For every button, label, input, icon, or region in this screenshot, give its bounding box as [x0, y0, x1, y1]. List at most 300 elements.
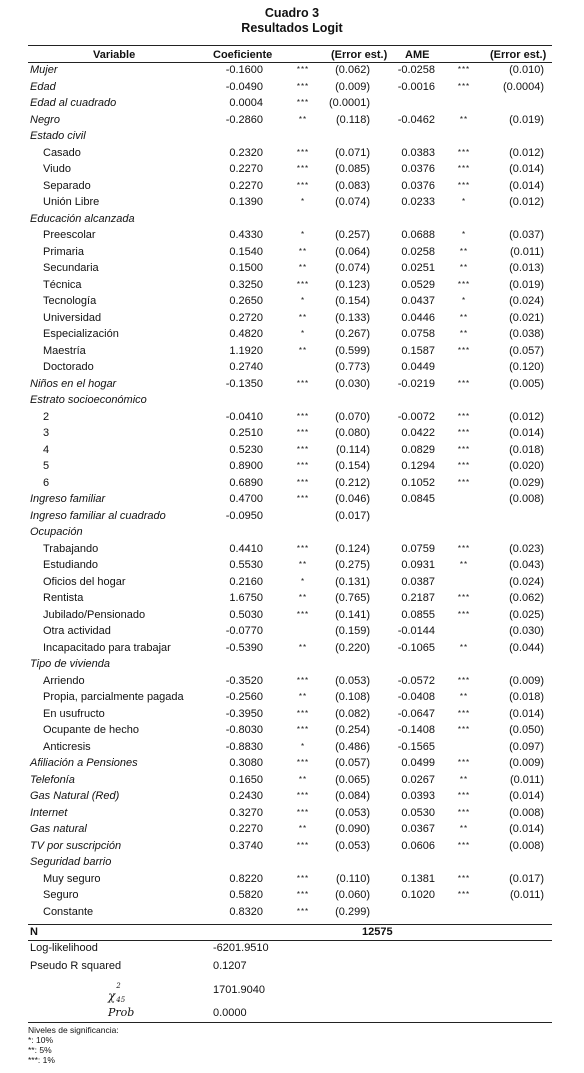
coefficient-cell: 0.4820 [229, 328, 263, 340]
std-error-2-cell: (0.025) [509, 608, 544, 621]
significance-2-cell: *** [457, 378, 471, 388]
std-error-2-cell: (0.008) [509, 806, 544, 819]
loglik-label: Log-likelihood [30, 942, 98, 954]
coefficient-cell: 0.5820 [229, 889, 263, 901]
significance-2-cell: ** [459, 692, 469, 701]
ame-cell: -0.0016 [397, 80, 435, 93]
variable-name: Seguro [43, 889, 79, 901]
table-row [0, 161, 584, 178]
ame-cell: 0.0606 [401, 839, 435, 852]
significance-2-cell: *** [457, 345, 471, 355]
std-error-1-cell: (0.124) [335, 542, 370, 555]
coefficient-cell: 0.1500 [229, 262, 263, 274]
std-error-2-cell: (0.023) [509, 542, 544, 555]
chi-letter: χ [108, 989, 116, 1003]
std-error-1-cell: (0.275) [335, 559, 370, 571]
std-error-1-cell: (0.064) [335, 245, 370, 258]
coefficient-cell: -0.0410 [225, 410, 263, 423]
table-row [0, 442, 584, 459]
significance-2-cell: *** [457, 807, 471, 817]
coefficient-cell: 0.4330 [229, 229, 263, 241]
significance-1-cell: *** [296, 147, 310, 157]
std-error-1-cell: (0.114) [335, 443, 370, 456]
ame-cell: -0.1408 [397, 724, 435, 736]
ame-cell: 0.0829 [401, 443, 435, 456]
significance-2-cell: *** [457, 609, 471, 619]
coefficient-cell: 1.6750 [229, 592, 263, 604]
variable-name: Tipo de vivienda [30, 658, 111, 670]
significance-1-cell: *** [296, 791, 310, 800]
std-error-1-cell: (0.053) [335, 839, 370, 852]
ame-cell: 0.0758 [401, 328, 435, 340]
coefficient-cell: -0.0770 [225, 625, 263, 637]
variable-name: Estado civil [30, 130, 86, 142]
ame-cell: -0.0462 [397, 113, 435, 126]
ame-cell: 0.1052 [401, 476, 435, 489]
std-error-2-cell: (0.038) [509, 328, 544, 340]
table-row [0, 95, 584, 112]
header-error-1: (Error est.) [331, 49, 388, 61]
std-error-2-cell: (0.062) [509, 592, 544, 604]
significance-1-cell: ** [298, 774, 308, 784]
table-row [0, 491, 584, 508]
std-error-1-cell: (0.046) [335, 493, 370, 505]
significance-2-cell: *** [457, 543, 471, 553]
significance-1-cell: * [300, 197, 306, 206]
std-error-2-cell: (0.008) [509, 493, 544, 505]
table-row [0, 904, 584, 921]
std-error-2-cell: (0.014) [509, 790, 544, 802]
ame-cell: -0.0144 [397, 625, 435, 637]
significance-2-cell: *** [457, 164, 471, 173]
table-row [0, 673, 584, 690]
std-error-1-cell: (0.267) [335, 328, 370, 340]
table-row [0, 854, 584, 871]
table-row [0, 755, 584, 772]
significance-2-cell: ** [459, 560, 469, 569]
std-error-2-cell: (0.097) [509, 740, 544, 753]
coefficient-cell: 0.2740 [229, 361, 263, 373]
ame-cell: 0.0393 [401, 790, 435, 802]
table-row [0, 310, 584, 327]
notes-line-1: *: 10% [28, 1035, 54, 1045]
notes-line-3: ***: 1% [28, 1055, 55, 1065]
std-error-2-cell: (0.037) [509, 229, 544, 241]
n-label: N [30, 926, 38, 938]
std-error-1-cell: (0.131) [335, 575, 370, 588]
table-row [0, 508, 584, 525]
std-error-1-cell: (0.074) [335, 262, 370, 274]
std-error-1-cell: (0.062) [335, 64, 370, 76]
coefficient-cell: 0.2430 [229, 790, 263, 802]
table-row [0, 475, 584, 492]
variable-name: Niños en el hogar [30, 377, 117, 390]
significance-2-cell: *** [457, 791, 471, 800]
variable-name: Universidad [43, 311, 102, 324]
table-row [0, 178, 584, 195]
std-error-1-cell: (0.0001) [329, 97, 370, 109]
std-error-1-cell: (0.053) [335, 806, 370, 819]
significance-2-cell: * [461, 197, 467, 206]
coefficient-cell: 0.1540 [229, 245, 263, 258]
variable-name: Doctorado [43, 361, 94, 373]
significance-1-cell: ** [298, 246, 308, 256]
variable-name: Tecnología [43, 295, 97, 307]
variable-name: Especialización [43, 328, 119, 340]
std-error-2-cell: (0.012) [509, 146, 544, 159]
table-row [0, 607, 584, 624]
std-error-1-cell: (0.080) [335, 427, 370, 439]
std-error-2-cell: (0.017) [509, 872, 544, 885]
variable-name: Primaria [43, 245, 84, 258]
std-error-2-cell: (0.013) [509, 262, 544, 274]
coefficient-cell: -0.0950 [225, 509, 263, 522]
r2-label: Pseudo R squared [30, 960, 122, 972]
coefficient-cell: 0.2270 [229, 823, 263, 835]
std-error-2-cell: (0.012) [509, 410, 544, 423]
variable-name: Edad [30, 80, 56, 93]
std-error-2-cell: (0.011) [509, 773, 544, 786]
coefficient-cell: -0.2860 [225, 113, 263, 126]
variable-name: Seguridad barrio [30, 856, 112, 868]
ame-cell: 0.0845 [401, 493, 435, 505]
coefficient-cell: 0.8220 [229, 872, 263, 885]
significance-1-cell: *** [296, 180, 310, 190]
std-error-1-cell: (0.108) [335, 691, 370, 703]
std-error-2-cell: (0.024) [509, 295, 544, 307]
significance-2-cell: *** [457, 675, 471, 685]
significance-2-cell: ** [459, 263, 469, 272]
table-row [0, 805, 584, 822]
std-error-1-cell: (0.141) [335, 608, 370, 621]
chi-square-symbol [108, 982, 127, 1004]
significance-1-cell: * [300, 296, 306, 305]
variable-name: Viudo [43, 163, 71, 175]
table-row [0, 623, 584, 640]
significance-2-cell: *** [457, 890, 471, 899]
ame-cell: 0.0383 [401, 146, 435, 159]
ame-cell: 0.0530 [401, 806, 435, 819]
significance-1-cell: *** [296, 164, 310, 173]
variable-name: Trabajando [43, 542, 99, 555]
std-error-2-cell: (0.021) [509, 311, 544, 324]
std-error-1-cell: (0.257) [335, 229, 370, 241]
ame-cell: 0.0759 [401, 542, 435, 555]
significance-1-cell: *** [296, 758, 310, 767]
ame-cell: 0.1587 [401, 344, 435, 357]
std-error-1-cell: (0.053) [335, 674, 370, 687]
std-error-1-cell: (0.299) [335, 905, 370, 918]
significance-2-cell: ** [459, 312, 469, 322]
table-number: Cuadro 3 [264, 6, 320, 20]
std-error-1-cell: (0.057) [335, 757, 370, 769]
std-error-2-cell: (0.009) [509, 674, 544, 687]
ame-cell: 0.0855 [401, 608, 435, 621]
significance-2-cell: ** [459, 824, 469, 833]
std-error-1-cell: (0.090) [335, 823, 370, 835]
coefficient-cell: 1.1920 [229, 344, 263, 357]
significance-2-cell: *** [457, 180, 471, 190]
table-row [0, 392, 584, 409]
variable-name: Gas Natural (Red) [30, 790, 120, 802]
significance-1-cell: *** [296, 906, 310, 916]
variable-name: Ocupación [30, 526, 83, 538]
ame-cell: 0.0499 [401, 757, 435, 769]
significance-1-cell: *** [296, 840, 310, 850]
std-error-2-cell: (0.014) [509, 823, 544, 835]
std-error-1-cell: (0.765) [335, 592, 370, 604]
table-row [0, 574, 584, 591]
prob-label: Prob [108, 1006, 135, 1019]
variable-name: Casado [43, 146, 81, 159]
coefficient-cell: -0.0490 [225, 80, 263, 93]
coefficient-cell: 0.3080 [229, 757, 263, 769]
significance-1-cell: *** [296, 477, 310, 487]
coefficient-cell: 0.2650 [229, 295, 263, 307]
std-error-1-cell: (0.154) [335, 460, 370, 472]
significance-2-cell: *** [457, 444, 471, 454]
variable-name: Separado [43, 179, 91, 192]
table-row [0, 359, 584, 376]
table-row [0, 772, 584, 789]
std-error-2-cell: (0.043) [509, 559, 544, 571]
std-error-1-cell: (0.599) [335, 344, 370, 357]
coefficient-cell: 0.8900 [229, 460, 263, 472]
significance-1-cell: ** [298, 692, 308, 701]
std-error-1-cell: (0.773) [335, 361, 370, 373]
significance-2-cell: *** [457, 279, 471, 289]
coefficient-cell: 0.2270 [229, 163, 263, 175]
std-error-2-cell: (0.019) [509, 278, 544, 291]
std-error-2-cell: (0.014) [509, 427, 544, 439]
std-error-1-cell: (0.118) [335, 113, 370, 126]
coefficient-cell: -0.5390 [225, 641, 263, 654]
std-error-2-cell: (0.014) [509, 163, 544, 175]
significance-1-cell: *** [296, 609, 310, 619]
ame-cell: 0.2187 [401, 592, 435, 604]
significance-2-cell: *** [457, 461, 471, 470]
significance-2-cell: ** [459, 329, 469, 338]
std-error-1-cell: (0.070) [335, 410, 370, 423]
coefficient-cell: 0.1650 [229, 773, 263, 786]
coefficient-cell: 0.2320 [229, 146, 263, 159]
std-error-1-cell: (0.009) [335, 80, 370, 93]
variable-name: Mujer [30, 64, 58, 76]
variable-name: Otra actividad [43, 625, 111, 637]
coefficient-cell: -0.2560 [225, 691, 263, 703]
std-error-2-cell: (0.057) [509, 344, 544, 357]
table-row [0, 409, 584, 426]
significance-2-cell: *** [457, 65, 471, 74]
coefficient-cell: 0.8320 [229, 905, 263, 918]
coefficient-cell: -0.8030 [225, 724, 263, 736]
variable-name: Estudiando [43, 559, 99, 571]
coefficient-cell: 0.2270 [229, 179, 263, 192]
top-rule [28, 45, 552, 46]
table-row [0, 821, 584, 838]
coefficient-cell: 0.6890 [229, 476, 263, 489]
significance-1-cell: ** [298, 560, 308, 569]
significance-1-cell: *** [296, 444, 310, 454]
ame-cell: 0.0367 [401, 823, 435, 835]
table-row [0, 128, 584, 145]
coefficient-cell: 0.0004 [229, 97, 263, 109]
variable-name: Propia, parcialmente pagada [43, 691, 184, 703]
std-error-1-cell: (0.065) [335, 773, 370, 786]
significance-1-cell: *** [296, 675, 310, 685]
std-error-1-cell: (0.110) [335, 872, 370, 885]
significance-1-cell: *** [296, 725, 310, 734]
bottom-rule [28, 1022, 552, 1023]
table-row [0, 425, 584, 442]
header-ame: AME [405, 49, 430, 61]
variable-name: Preescolar [43, 229, 96, 241]
std-error-2-cell: (0.014) [509, 179, 544, 192]
std-error-2-cell: (0.005) [509, 377, 544, 390]
std-error-2-cell: (0.011) [509, 889, 544, 901]
table-row [0, 145, 584, 162]
coefficient-cell: 0.4410 [229, 542, 263, 555]
significance-1-cell: ** [298, 312, 308, 322]
prob-value: 0.0000 [213, 1007, 247, 1019]
std-error-1-cell: (0.486) [335, 740, 370, 753]
variable-name: 3 [43, 427, 50, 439]
std-error-1-cell: (0.123) [335, 278, 370, 291]
variable-name: Educación alcanzada [30, 212, 135, 225]
significance-2-cell: ** [459, 246, 469, 256]
variable-name: 5 [43, 460, 50, 472]
variable-name: Anticresis [43, 740, 91, 753]
std-error-1-cell: (0.085) [335, 163, 370, 175]
header-coefficient: Coeficiente [213, 49, 273, 61]
significance-2-cell: ** [459, 114, 469, 124]
significance-1-cell: *** [296, 543, 310, 553]
coefficient-cell: -0.3520 [225, 674, 263, 687]
significance-1-cell: *** [296, 494, 310, 503]
significance-1-cell: *** [296, 708, 310, 718]
ame-cell: 0.0422 [401, 427, 435, 439]
std-error-2-cell: (0.120) [509, 361, 544, 373]
coefficient-cell: -0.3950 [225, 707, 263, 720]
significance-1-cell: * [300, 329, 306, 338]
std-error-1-cell: (0.074) [335, 196, 370, 208]
std-error-2-cell: (0.014) [509, 707, 544, 720]
table-row [0, 458, 584, 475]
std-error-1-cell: (0.154) [335, 295, 370, 307]
significance-1-cell: * [300, 741, 306, 751]
coefficient-cell: 0.5230 [229, 443, 263, 456]
variable-name: Afiliación a Pensiones [30, 757, 138, 769]
table-row [0, 656, 584, 673]
significance-2-cell: *** [457, 708, 471, 718]
coefficient-cell: 0.2720 [229, 311, 263, 324]
std-error-1-cell: (0.159) [335, 625, 370, 637]
table-row [0, 112, 584, 129]
significance-1-cell: *** [296, 807, 310, 817]
std-error-2-cell: (0.009) [509, 757, 544, 769]
std-error-1-cell: (0.071) [335, 146, 370, 159]
significance-2-cell: *** [457, 147, 471, 157]
variable-name: Técnica [43, 278, 82, 291]
notes-line-2: **: 5% [28, 1045, 52, 1055]
table-row [0, 293, 584, 310]
significance-2-cell: ** [459, 642, 469, 652]
significance-2-cell: *** [457, 758, 471, 767]
significance-2-cell: ** [459, 774, 469, 784]
std-error-1-cell: (0.133) [335, 311, 370, 324]
table-row [0, 343, 584, 360]
n-value: 12575 [362, 926, 393, 938]
significance-1-cell: ** [298, 642, 308, 652]
ame-cell: -0.0408 [397, 691, 435, 703]
ame-cell: 0.0931 [401, 559, 435, 571]
coefficient-cell: 0.5030 [229, 608, 263, 621]
variable-name: En usufructo [43, 707, 105, 720]
table-row [0, 689, 584, 706]
r2-value: 0.1207 [213, 960, 247, 972]
table-row [0, 277, 584, 294]
chi-superscript: 2 [116, 982, 121, 990]
ame-cell: -0.0572 [397, 674, 435, 687]
significance-1-cell: *** [296, 98, 310, 107]
table-row [0, 871, 584, 888]
variable-name: Incapacitado para trabajar [43, 641, 171, 654]
std-error-2-cell: (0.0004) [503, 80, 544, 93]
std-error-1-cell: (0.084) [335, 790, 370, 802]
significance-2-cell: *** [457, 725, 471, 734]
std-error-2-cell: (0.044) [509, 641, 544, 654]
ame-cell: 0.0446 [401, 311, 435, 324]
table-row [0, 326, 584, 343]
std-error-2-cell: (0.010) [509, 64, 544, 76]
ame-cell: 0.0376 [401, 179, 435, 192]
table-row [0, 211, 584, 228]
ame-cell: 0.0387 [401, 575, 435, 588]
variable-name: Rentista [43, 592, 84, 604]
std-error-2-cell: (0.029) [509, 476, 544, 489]
ame-cell: 0.1020 [401, 889, 435, 901]
significance-1-cell: *** [296, 890, 310, 899]
significance-1-cell: * [300, 230, 306, 239]
ame-cell: 0.0251 [401, 262, 435, 274]
variable-name: Negro [30, 113, 60, 126]
significance-2-cell: *** [457, 593, 471, 602]
coefficient-cell: 0.1390 [229, 196, 263, 208]
table-row [0, 244, 584, 261]
loglik-value: -6201.9510 [213, 942, 269, 954]
std-error-1-cell: (0.254) [335, 724, 370, 736]
variable-name: Secundaria [43, 262, 99, 274]
ame-cell: 0.0376 [401, 163, 435, 175]
variable-name: Maestría [43, 344, 86, 357]
table-title: Resultados Logit [241, 21, 343, 35]
variable-name: 4 [43, 443, 50, 456]
table-row [0, 260, 584, 277]
pre-n-rule [28, 924, 552, 925]
variable-name: TV por suscripción [30, 839, 122, 852]
post-n-rule [28, 940, 552, 941]
ame-cell: -0.0219 [397, 377, 435, 390]
variable-name: Oficios del hogar [43, 575, 126, 588]
ame-cell: 0.0267 [401, 773, 435, 786]
table-row [0, 722, 584, 739]
significance-2-cell: * [461, 296, 467, 305]
table-row [0, 79, 584, 96]
ame-cell: 0.0233 [401, 196, 435, 208]
std-error-1-cell: (0.212) [335, 476, 370, 489]
coefficient-cell: 0.3740 [229, 839, 263, 852]
table-row [0, 788, 584, 805]
